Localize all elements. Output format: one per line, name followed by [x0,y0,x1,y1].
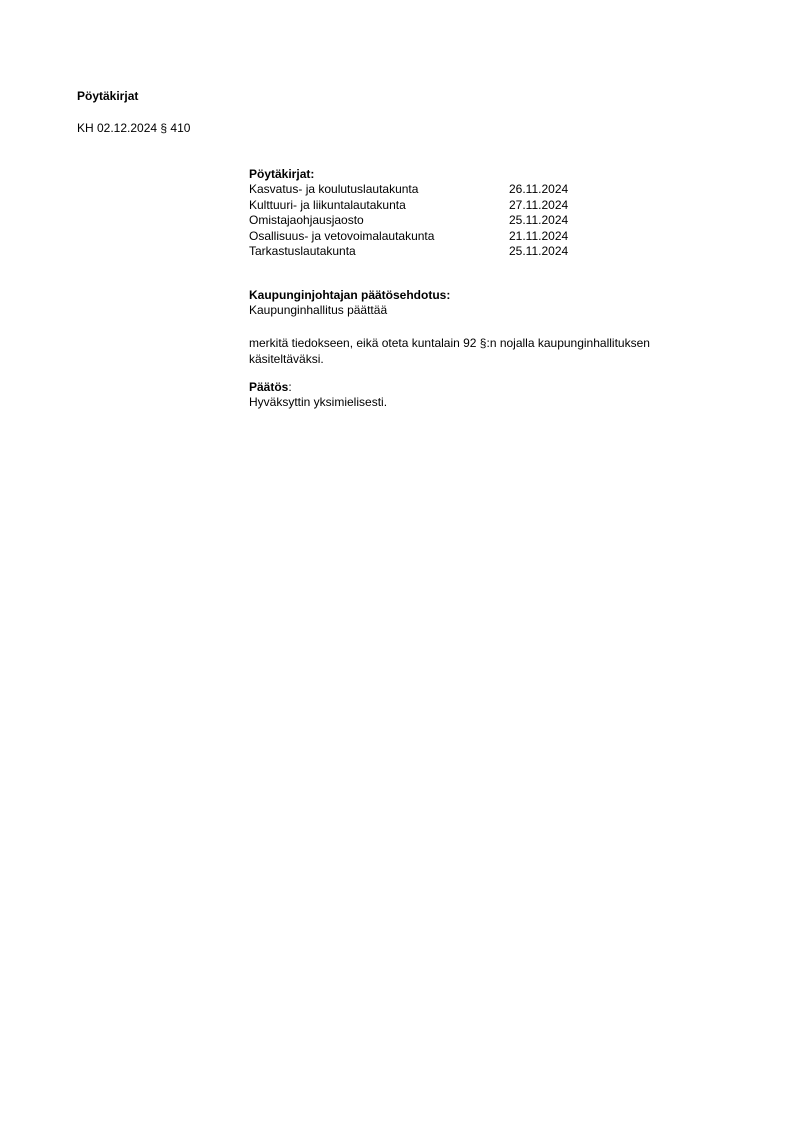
decision-colon: : [288,380,292,394]
document-title: Pöytäkirjat [77,89,139,103]
proposal-text: merkitä tiedokseen, eikä oteta kuntalain 92 §:n nojalla kaupunginhallituksen käsiteltäväksi. [249,336,650,366]
board-name: Kasvatus- ja koulutuslautakunta [249,182,419,196]
board-name: Osallisuus- ja vetovoimalautakunta [249,228,435,243]
proposal-line: Kaupunginhallitus päättää [249,303,388,317]
minutes-row [249,229,709,245]
decision-heading: Päätös [249,380,289,394]
minutes-date: 26.11.2024 [509,182,569,196]
minutes-date: 25.11.2024 [509,213,569,227]
board-name: Omistajaohjausjaosto [249,213,364,227]
decision-section [249,380,709,410]
meeting-reference: KH 02.12.2024 § 410 [77,121,191,135]
minutes-row [249,244,709,260]
minutes-row [249,198,709,214]
minutes-heading: Pöytäkirjat: [249,167,315,181]
minutes-date: 27.11.2024 [509,197,569,212]
minutes-date: 25.11.2024 [509,244,569,258]
minutes-date: 21.11.2024 [509,228,569,243]
minutes-row [249,213,709,229]
proposal-heading: Kaupunginjohtajan päätösehdotus: [249,288,451,302]
proposal-section [249,288,709,318]
minutes-row [249,182,709,198]
board-name: Kulttuuri- ja liikuntalautakunta [249,197,406,212]
minutes-section [249,167,709,260]
decision-text: Hyväksyttin yksimielisesti. [249,395,388,409]
board-name: Tarkastuslautakunta [249,244,356,258]
